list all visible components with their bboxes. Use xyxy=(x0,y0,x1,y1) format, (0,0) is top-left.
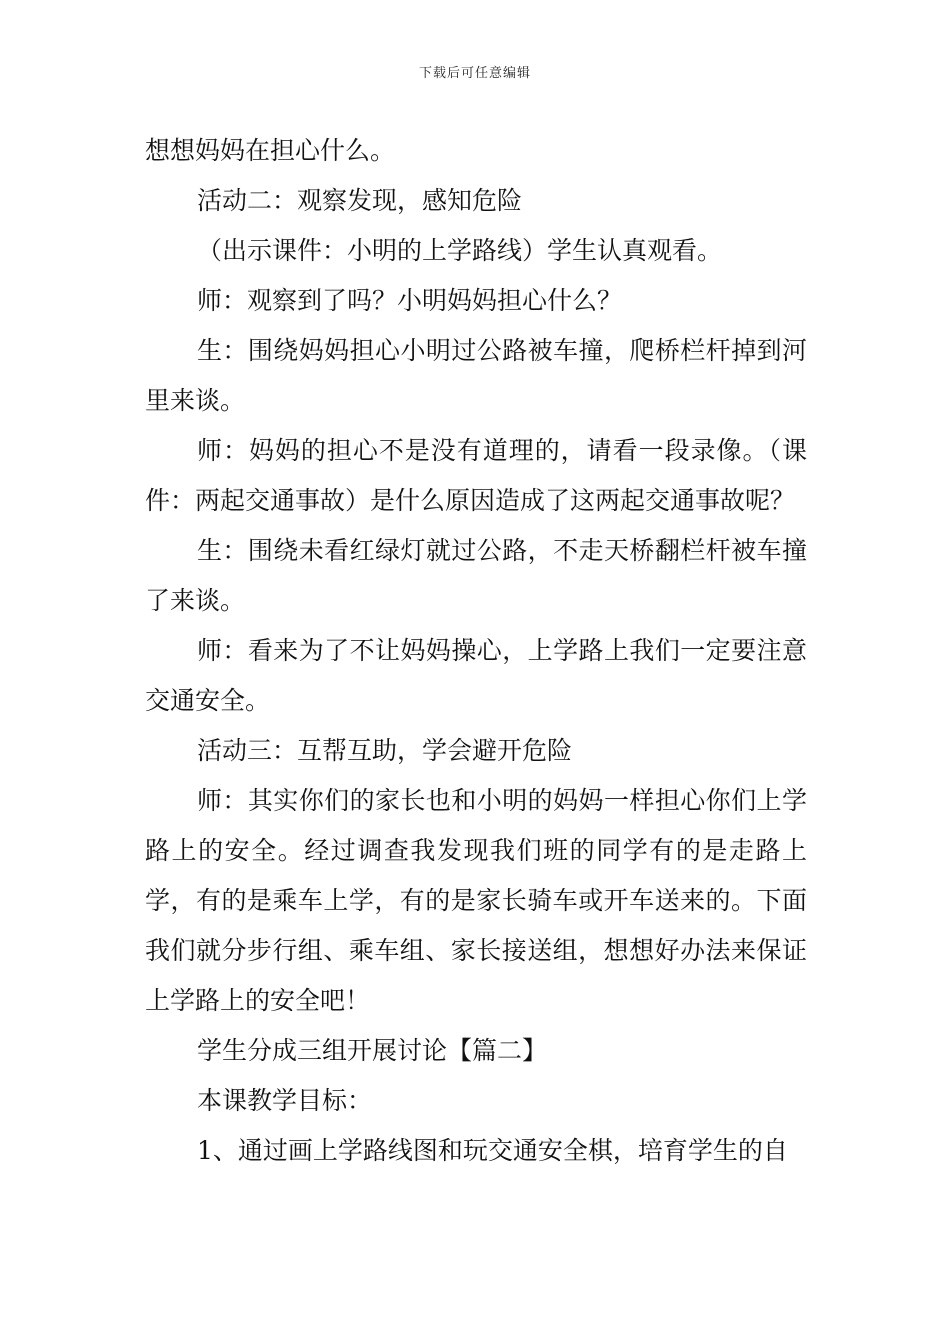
paragraph-10: 师：其实你们的家长也和小明的妈妈一样担心你们上学路上的安全。经过调查我发现我们班的同学有的是走路上学，有的是乘车上学，有的是家长骑车或开车送来的。下面我们就分步行组、乘车组、家长接送组，想想好办法来保证上学路上的安全吧！ xyxy=(145,786,807,1015)
paragraph-3: （出示课件：小明的上学路线）学生认真观看。 xyxy=(197,236,723,265)
paragraph-1: 想想妈妈在担心什么。 xyxy=(145,136,396,165)
document-body xyxy=(145,126,807,1176)
paragraph-13: 1、通过画上学路线图和玩交通安全棋，培育学生的自 xyxy=(197,1136,788,1165)
page-header-note: 下载后可任意编辑 xyxy=(418,66,531,81)
paragraph-7: 生：围绕未看红绿灯就过公路，不走天桥翻栏杆被车撞了来谈。 xyxy=(145,536,807,615)
paragraph-8: 师：看来为了不让妈妈操心，上学路上我们一定要注意交通安全。 xyxy=(145,636,807,715)
paragraph-4: 师：观察到了吗？小明妈妈担心什么？ xyxy=(197,286,623,315)
paragraph-9: 活动三：互帮互助，学会避开危险 xyxy=(197,736,573,765)
paragraph-11: 学生分成三组开展讨论【篇二】 xyxy=(197,1036,548,1065)
paragraph-12: 本课教学目标： xyxy=(197,1086,373,1115)
paragraph-6: 师：妈妈的担心不是没有道理的，请看一段录像。（课件：两起交通事故）是什么原因造成了这两起交通事故呢？ xyxy=(145,436,807,515)
paragraph-5: 生：围绕妈妈担心小明过公路被车撞，爬桥栏杆掉到河里来谈。 xyxy=(145,336,807,415)
paragraph-2: 活动二：观察发现，感知危险 xyxy=(197,186,523,215)
